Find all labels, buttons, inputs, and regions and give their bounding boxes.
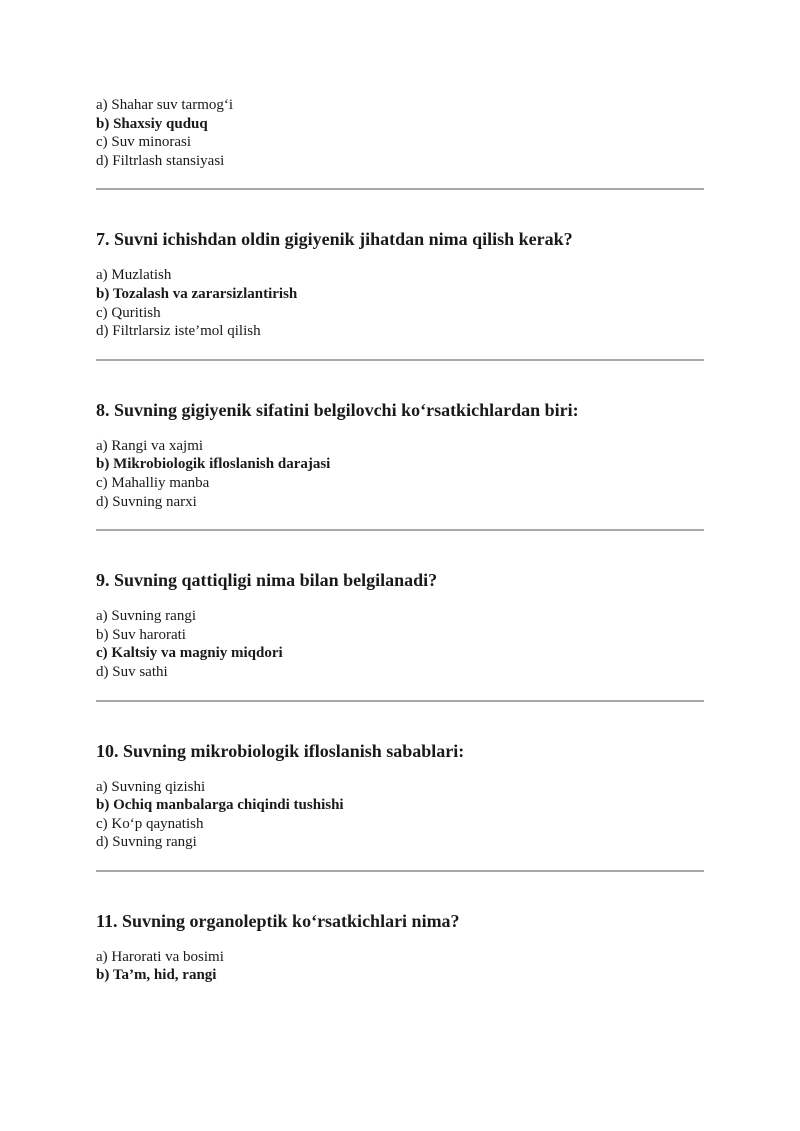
document-page bbox=[96, 96, 704, 985]
question-8 bbox=[96, 399, 704, 511]
option-a: a) Suvning rangi bbox=[96, 608, 196, 625]
option-c: c) Ko‘p qaynatish bbox=[96, 815, 204, 832]
question-title: 11. Suvning organoleptik ko‘rsatkichlari nima? bbox=[96, 910, 460, 931]
option-d: d) Suvning rangi bbox=[96, 834, 197, 851]
question-10 bbox=[96, 740, 704, 852]
divider bbox=[96, 529, 704, 531]
question-7 bbox=[96, 228, 704, 340]
option-b-correct: b) Ta’m, hid, rangi bbox=[96, 967, 217, 984]
option-a: a) Rangi va xajmi bbox=[96, 437, 204, 454]
question-title: 10. Suvning mikrobiologik ifloslanish sabablari: bbox=[96, 740, 465, 761]
option-b: b) Suv harorati bbox=[96, 626, 186, 643]
question-title: 9. Suvning qattiqligi nima bilan belgilanadi? bbox=[96, 570, 438, 591]
option-d: d) Filtrlarsiz iste’mol qilish bbox=[96, 323, 261, 340]
option-b-correct: b) Mikrobiologik ifloslanish darajasi bbox=[96, 456, 331, 473]
option-b-correct: b) Shaxsiy quduq bbox=[96, 115, 208, 132]
question-9 bbox=[96, 569, 704, 681]
question-title: 7. Suvni ichishdan oldin gigiyenik jihatdan nima qilish kerak? bbox=[96, 229, 573, 250]
option-c-correct: c) Kaltsiy va magniy miqdori bbox=[96, 645, 283, 662]
question-11 bbox=[96, 910, 704, 985]
option-a: a) Suvning qizishi bbox=[96, 778, 206, 795]
divider bbox=[96, 188, 704, 190]
option-d: d) Filtrlash stansiyasi bbox=[96, 152, 225, 169]
option-d: d) Suv sathi bbox=[96, 663, 168, 680]
divider bbox=[96, 359, 704, 361]
option-b-correct: b) Ochiq manbalarga chiqindi tushishi bbox=[96, 797, 344, 814]
intro-options bbox=[96, 96, 704, 170]
question-title: 8. Suvning gigiyenik sifatini belgilovchi ko‘rsatkichlardan biri: bbox=[96, 399, 579, 420]
option-d: d) Suvning narxi bbox=[96, 493, 197, 510]
option-a: a) Shahar suv tarmog‘i bbox=[96, 97, 234, 113]
option-b-correct: b) Tozalash va zararsizlantirish bbox=[96, 285, 298, 302]
option-c: c) Mahalliy manba bbox=[96, 474, 210, 491]
option-a: a) Muzlatish bbox=[96, 267, 172, 284]
option-c: c) Quritish bbox=[96, 304, 161, 321]
divider bbox=[96, 870, 704, 872]
divider bbox=[96, 700, 704, 702]
option-c: c) Suv minorasi bbox=[96, 134, 191, 151]
option-a: a) Harorati va bosimi bbox=[96, 948, 224, 965]
